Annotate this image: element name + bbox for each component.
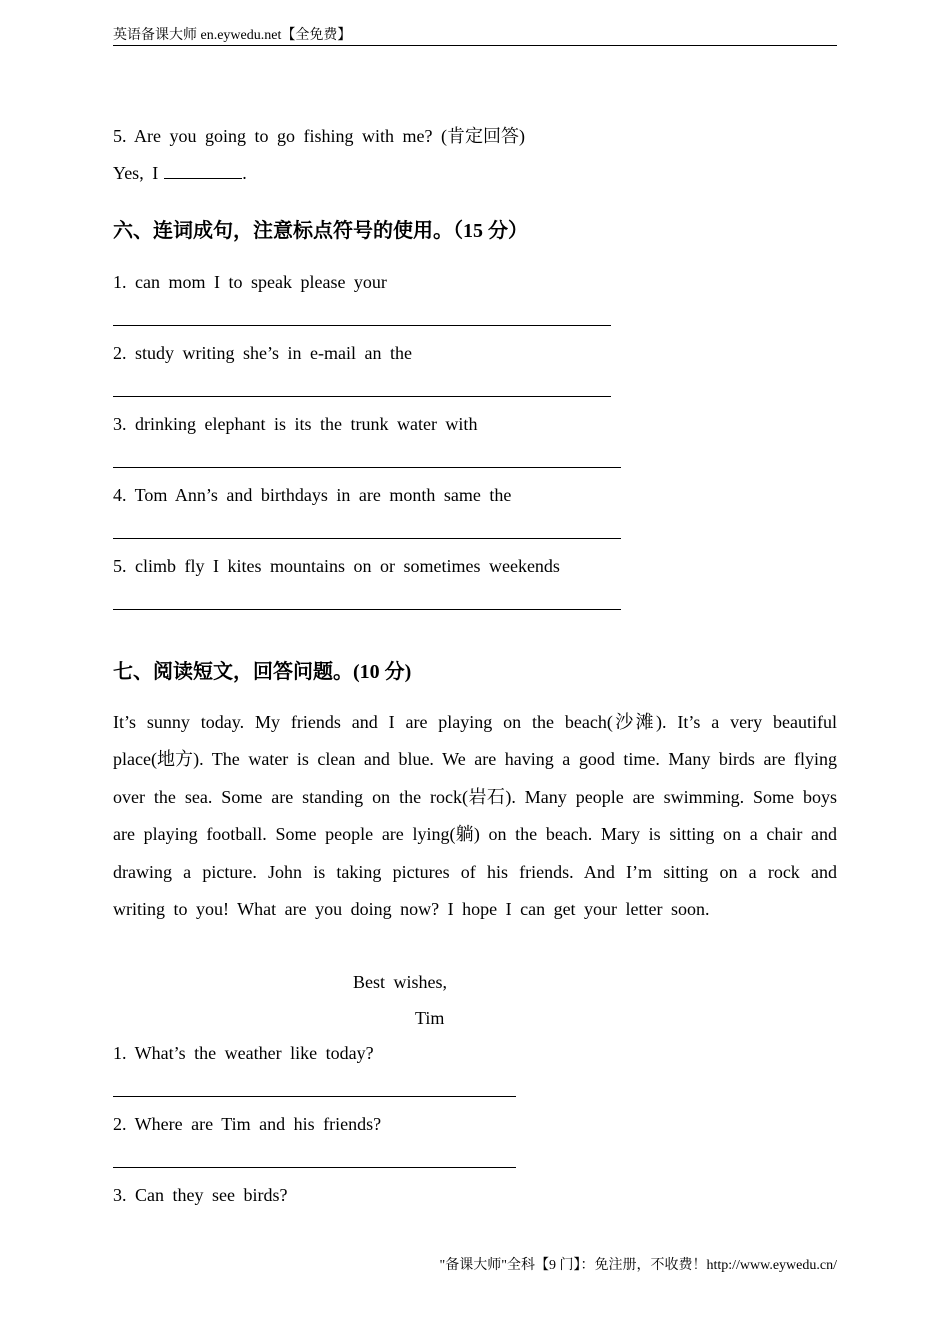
answer-period: . [242, 163, 247, 183]
letter-signature: Tim [415, 1008, 445, 1028]
section7-heading: 七、阅读短文，回答问题。(10 分) [113, 661, 412, 683]
section7-answer-line-1 [113, 1096, 516, 1097]
header-divider [113, 45, 837, 46]
section5-question-5: 5. Are you going to go fishing with me? (肯定回答) [113, 126, 525, 146]
section6-answer-line-4 [113, 538, 621, 539]
section7-answer-line-2 [113, 1167, 516, 1168]
section6-heading: 六、连词成句，注意标点符号的使用。（15 分） [113, 220, 528, 242]
section6-item-1: 1. can mom I to speak please your [113, 272, 387, 292]
section6-answer-line-3 [113, 467, 621, 468]
section6-item-3: 3. drinking elephant is its the trunk water with [113, 414, 478, 434]
section7-question-2: 2. Where are Tim and his friends? [113, 1114, 382, 1134]
section6-item-4: 4. Tom Ann’s and birthdays in are month same the [113, 485, 512, 505]
section6-answer-line-5 [113, 609, 621, 610]
letter-closing: Best wishes, [353, 972, 447, 992]
page-footer: "备课大师"全科【9 门】：免注册，不收费！http://www.eywedu.cn/ [439, 1258, 837, 1273]
reading-passage: It’s sunny today. My friends and I are playing on the beach(沙滩). It’s a very beautiful place(地方). The water is clean and blue. We are having a good time. Many birds are flying over the sea. Some are standing on the rock(岩石). Many people are swimming. Some boys are playing football. Some people are lying(躺) on the beach. Mary is sitting on a chair and drawing a picture. John is taking pictures of his friends. And I’m sitting on a rock and writing to you! What are you doing now? I hope I can get your letter soon. [113, 712, 837, 920]
section7-question-1: 1. What’s the weather like today? [113, 1043, 374, 1063]
section5-answer-prefix: Yes, I [113, 163, 159, 183]
section7-question-3: 3. Can they see birds? [113, 1185, 288, 1205]
section6-item-2: 2. study writing she’s in e-mail an the [113, 343, 412, 363]
section5-answer-line [113, 160, 247, 185]
answer-blank [164, 160, 242, 179]
section6-answer-line-2 [113, 396, 611, 397]
section6-answer-line-1 [113, 325, 611, 326]
page-header: 英语备课大师 en.eywedu.net【全免费】 [113, 28, 352, 43]
section6-item-5: 5. climb fly I kites mountains on or sometimes weekends [113, 556, 560, 576]
